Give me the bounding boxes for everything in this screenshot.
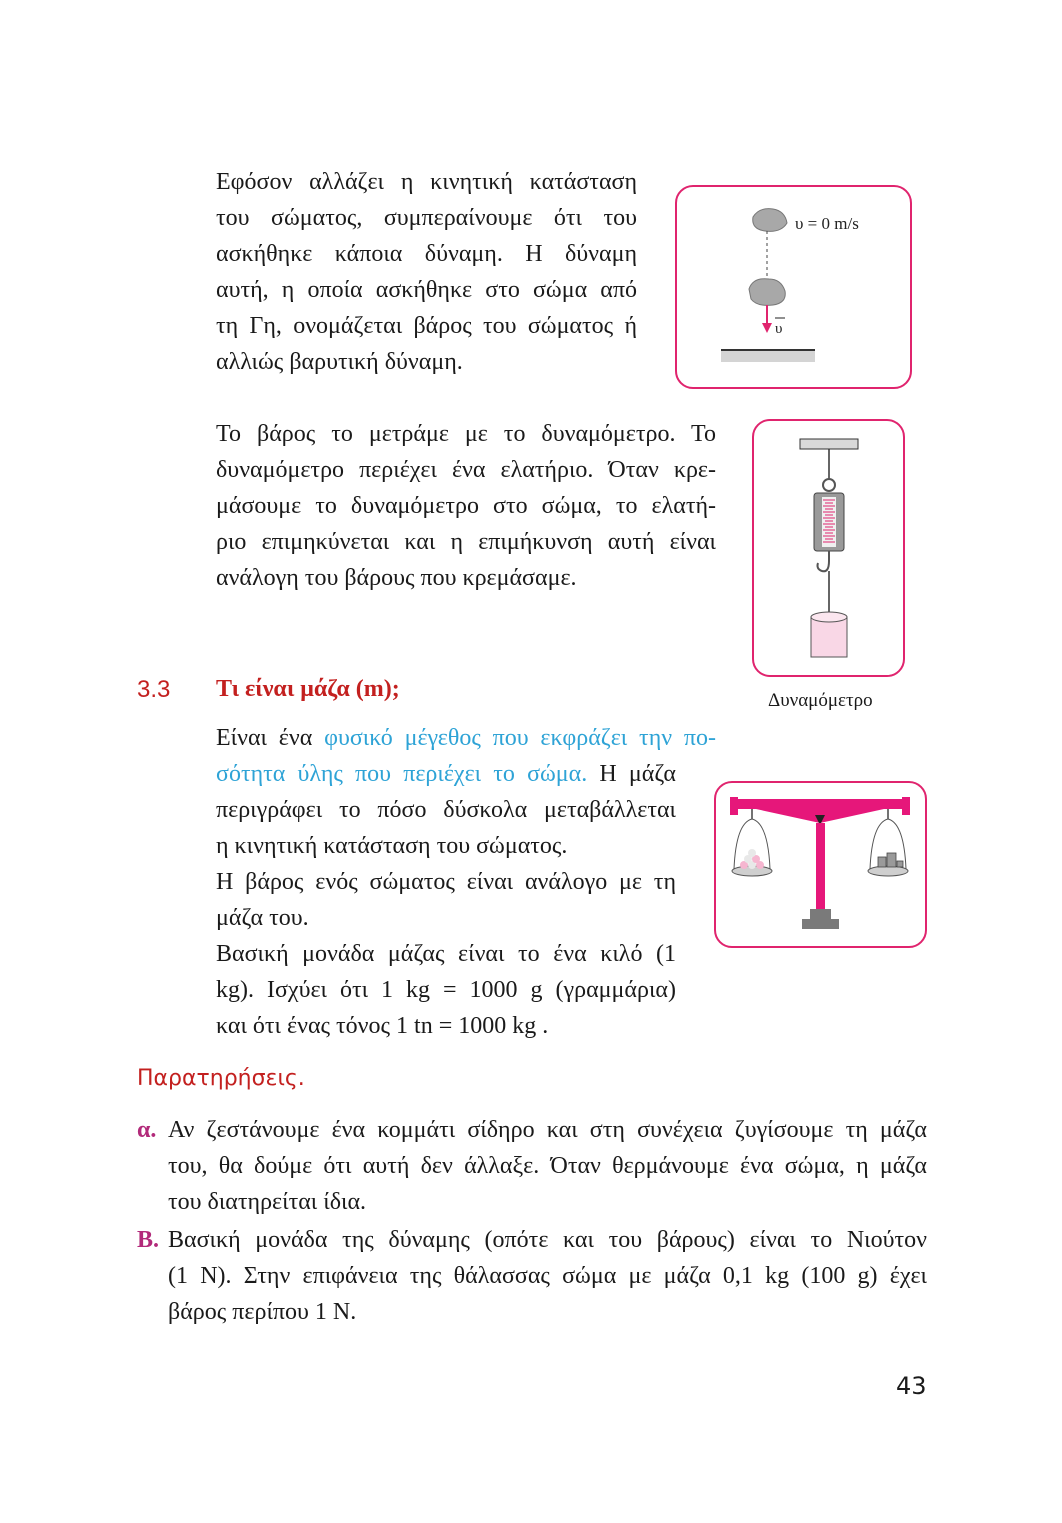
- mass-line-3: περιγράφει το πόσο δύσκολα μεταβάλλεται: [216, 797, 676, 823]
- velocity-label: υ = 0 m/s: [795, 214, 859, 233]
- dynamometer-line: Το βάρος το μετράμε με το δυναμόμετρο. Το: [216, 421, 716, 447]
- mass-line-1-prefix: Είναι ένα: [216, 725, 325, 751]
- ground: [721, 350, 815, 362]
- note-marker: α.: [137, 1117, 157, 1143]
- mass-line-8: kg). Ισχύει ότι 1 kg = 1000 g (γραμμάρια): [216, 977, 676, 1003]
- mass-line-5: Η βάρος ενός σώματος είναι ανάλογο με τη: [216, 869, 676, 895]
- dynamometer-paragraph: [216, 416, 716, 596]
- dynamometer-line: μάσουμε το δυναμόμετρο στο σώμα, το ελατή-: [216, 493, 716, 519]
- dynamometer-illustration: [754, 421, 903, 675]
- notes-heading: Παρατηρήσεις.: [137, 1066, 305, 1091]
- intro-line: αλλιώς βαρυτική δύναμη.: [216, 349, 463, 375]
- falling-body-figure: [675, 185, 912, 389]
- section-title: Τι είναι μάζα (m);: [216, 676, 400, 702]
- note-b: [137, 1222, 927, 1330]
- section-number: 3.3: [137, 676, 171, 703]
- vector-label: υ: [775, 321, 783, 337]
- base-bottom: [802, 919, 839, 929]
- mass-definition-highlight: φυσικό μέγεθος που εκφράζει την πο-: [324, 725, 716, 751]
- mass-definition-highlight-2: σότητα ύλης που περιέχει το σώμα.: [216, 761, 588, 787]
- intro-line: αυτή, η οποία ασκήθηκε στο σώμα από: [216, 277, 637, 303]
- page-number: 43: [896, 1372, 927, 1400]
- note-line: Βασική μονάδα της δύναμης (οπότε και του βάρους) είναι το Νιούτον: [168, 1227, 927, 1253]
- ceiling-bar: [800, 439, 858, 449]
- stone-bottom: [749, 279, 785, 306]
- mass-line-9: και ότι ένας τόνος 1 tn = 1000 kg .: [216, 1013, 549, 1039]
- stone-top: [753, 209, 787, 232]
- note-marker: Β.: [137, 1227, 160, 1253]
- dynamometer-line: ριο επιμηκύνεται και η επιμήκυνση αυτή είναι: [216, 529, 716, 555]
- intro-paragraph: [216, 164, 637, 380]
- beam: [730, 799, 910, 809]
- falling-body-illustration: [677, 187, 910, 387]
- hook: [818, 561, 830, 571]
- note-a: [137, 1112, 927, 1220]
- mass-line-6: μάζα του.: [216, 905, 309, 931]
- intro-line: τη Γη, ονομάζεται βάρος του σώματος ή: [216, 313, 637, 339]
- note-line: (1 N). Στην επιφάνεια της θάλασσας σώμα με μάζα 0,1 kg (100 g) έχει: [168, 1263, 927, 1289]
- balance-illustration: [716, 783, 925, 946]
- note-line: του διατηρείται ίδια.: [168, 1189, 367, 1215]
- beam-left-tab: [730, 797, 738, 815]
- mass-line-4: η κινητική κατάσταση του σώματος.: [216, 833, 568, 859]
- note-line: βάρος περίπου 1 N.: [168, 1299, 357, 1325]
- mass-paragraph-cont: [216, 756, 676, 1044]
- balance-figure: [714, 781, 927, 948]
- mass-line-2: [216, 756, 676, 792]
- dynamometer-line: ανάλογη του βάρους που κρεμάσαμε.: [216, 565, 577, 591]
- hanging-mass-top: [811, 612, 847, 622]
- note-line: του, θα δούμε ότι αυτή δεν άλλαξε. Όταν θερμάνουμε ένα σώμα, η μάζα: [168, 1153, 927, 1179]
- top-ring: [823, 479, 835, 491]
- beam-right-tab: [902, 797, 910, 815]
- base-top: [810, 909, 831, 919]
- right-pan: [868, 866, 908, 876]
- note-line: Αν ζεστάνουμε ένα κομμάτι σίδηρο και στη συνέχεια ζυγίσουμε τη μάζα: [168, 1117, 927, 1143]
- mass-paragraph: [216, 720, 716, 756]
- mass-line-1: [216, 720, 716, 756]
- intro-line: ασκήθηκε κάποια δύναμη. Η δύναμη: [216, 241, 637, 267]
- mass-line-2-rest: Η μάζα: [587, 761, 676, 787]
- center-column: [816, 823, 825, 913]
- velocity-arrow-head: [762, 323, 772, 333]
- dynamometer-figure: [752, 419, 905, 677]
- mass-line-7: Βασική μονάδα μάζας είναι το ένα κιλό (1: [216, 941, 676, 967]
- intro-line: του σώματος, συμπεραίνουμε ότι του: [216, 205, 637, 231]
- intro-line: Εφόσον αλλάζει η κινητική κατάσταση: [216, 169, 637, 195]
- dynamometer-caption: Δυναμόμετρο: [768, 690, 873, 711]
- hanging-mass: [811, 617, 847, 657]
- dynamometer-line: δυναμόμετρο περιέχει ένα ελατήριο. Όταν κρε-: [216, 457, 716, 483]
